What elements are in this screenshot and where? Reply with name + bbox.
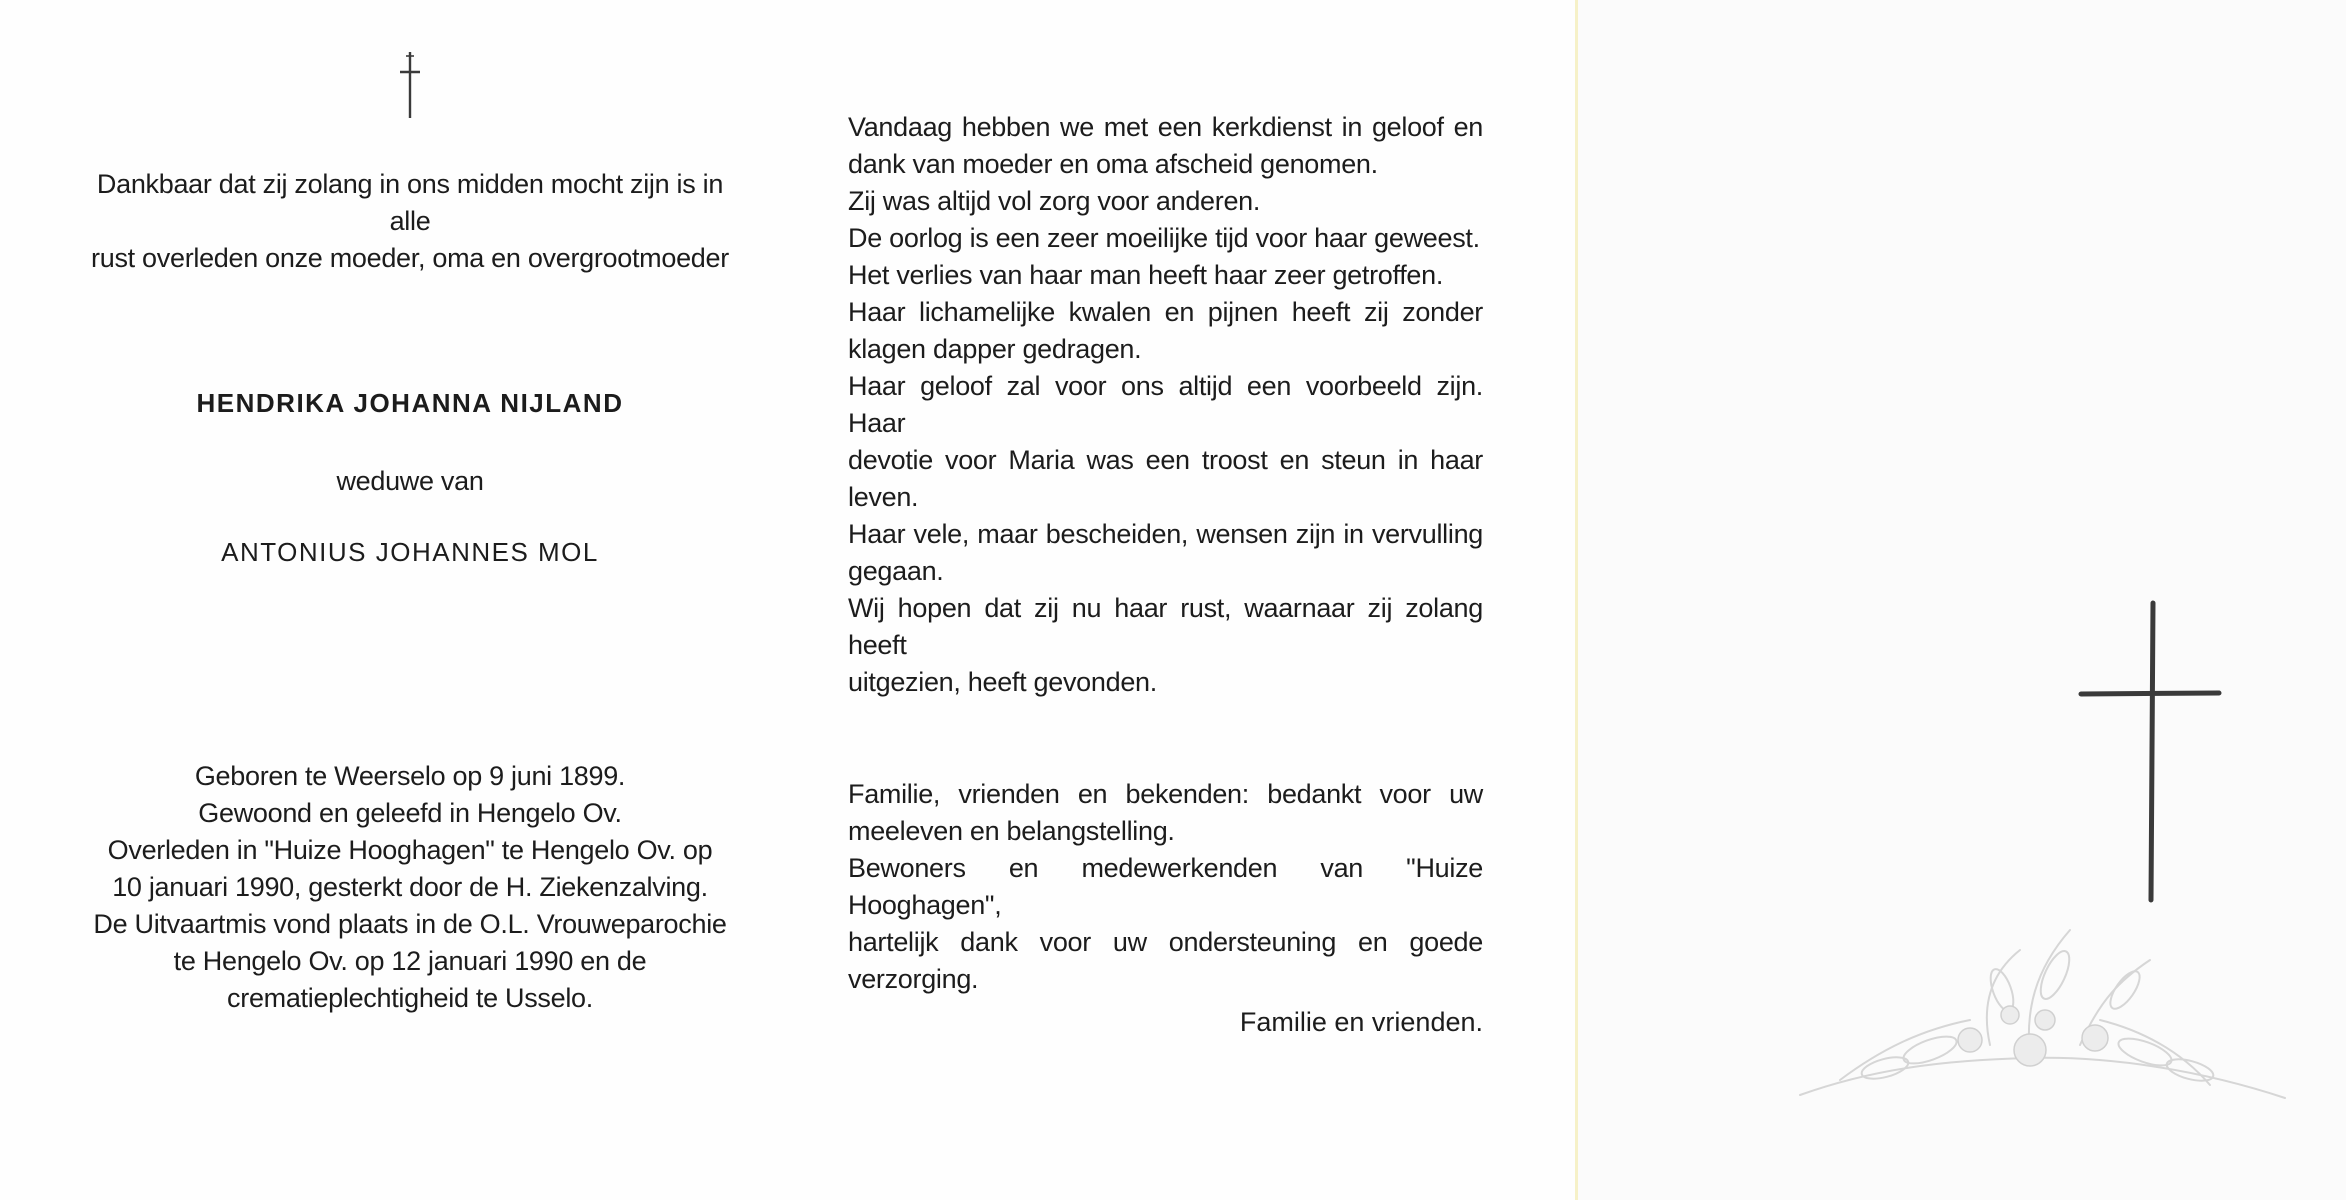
- message-line: gegaan.: [848, 556, 944, 586]
- bio-line: Overleden in "Huize Hooghagen" te Hengelo Ov. op: [107, 835, 713, 865]
- thanks-line: verzorging.: [848, 964, 979, 994]
- message-line: Zij was altijd vol zorg voor anderen.: [848, 186, 1261, 216]
- bio-line: De Uitvaartmis vond plaats in de O.L. Vrouweparochie: [93, 909, 727, 939]
- message-text: [848, 109, 1483, 701]
- message-line: devotie voor Maria was een troost en steun in haar leven.: [848, 445, 1483, 512]
- bio-line: crematieplechtigheid te Usselo.: [227, 983, 593, 1013]
- message-line: De oorlog is een zeer moeilijke tijd voor haar geweest.: [848, 223, 1480, 253]
- message-line: Haar vele, maar bescheiden, wensen zijn in vervulling: [848, 519, 1483, 549]
- thanks-line: meeleven en belangstelling.: [848, 816, 1175, 846]
- deceased-name: HENDRIKA JOHANNA NIJLAND: [196, 388, 624, 418]
- message-line: Wij hopen dat zij nu haar rust, waarnaar zij zolang heeft: [848, 593, 1483, 660]
- intro-text: [85, 166, 735, 277]
- message-line: Het verlies van haar man heeft haar zeer getroffen.: [848, 260, 1444, 290]
- biography: [85, 758, 735, 1017]
- small-cross-icon: [395, 50, 425, 120]
- thanks-line: hartelijk dank voor uw ondersteuning en goede: [848, 927, 1483, 957]
- bio-line: te Hengelo Ov. op 12 januari 1990 en de: [173, 946, 647, 976]
- message-line: Haar lichamelijke kwalen en pijnen heeft zij zonder: [848, 297, 1483, 327]
- husband-name: ANTONIUS JOHANNES MOL: [221, 537, 599, 567]
- bio-line: Geboren te Weerselo op 9 juni 1899.: [194, 761, 626, 791]
- message-line: klagen dapper gedragen.: [848, 334, 1142, 364]
- signature: Familie en vrienden.: [1239, 1007, 1483, 1037]
- intro-line: rust overleden onze moeder, oma en overgrootmoeder: [91, 243, 729, 273]
- floral-emboss-icon: [1780, 880, 2300, 1120]
- message-line: Vandaag hebben we met een kerkdienst in geloof en: [848, 112, 1483, 142]
- thanks-line: Familie, vrienden en bekenden: bedankt voor uw: [848, 779, 1483, 809]
- message-line: dank van moeder en oma afscheid genomen.: [848, 149, 1378, 179]
- intro-line: Dankbaar dat zij zolang in ons midden mocht zijn is in alle: [96, 169, 724, 236]
- widow-label: weduwe van: [336, 466, 484, 496]
- thanks-line: Bewoners en medewerkenden van "Huize Hooghagen",: [848, 853, 1483, 920]
- bio-line: 10 januari 1990, gesterkt door de H. Ziekenzalving.: [112, 872, 708, 902]
- bio-line: Gewoond en geleefd in Hengelo Ov.: [198, 798, 622, 828]
- message-line: uitgezien, heeft gevonden.: [848, 667, 1157, 697]
- message-line: Haar geloof zal voor ons altijd een voorbeeld zijn. Haar: [848, 371, 1483, 438]
- thanks-text: [848, 776, 1483, 998]
- large-cross-icon: [2075, 600, 2225, 905]
